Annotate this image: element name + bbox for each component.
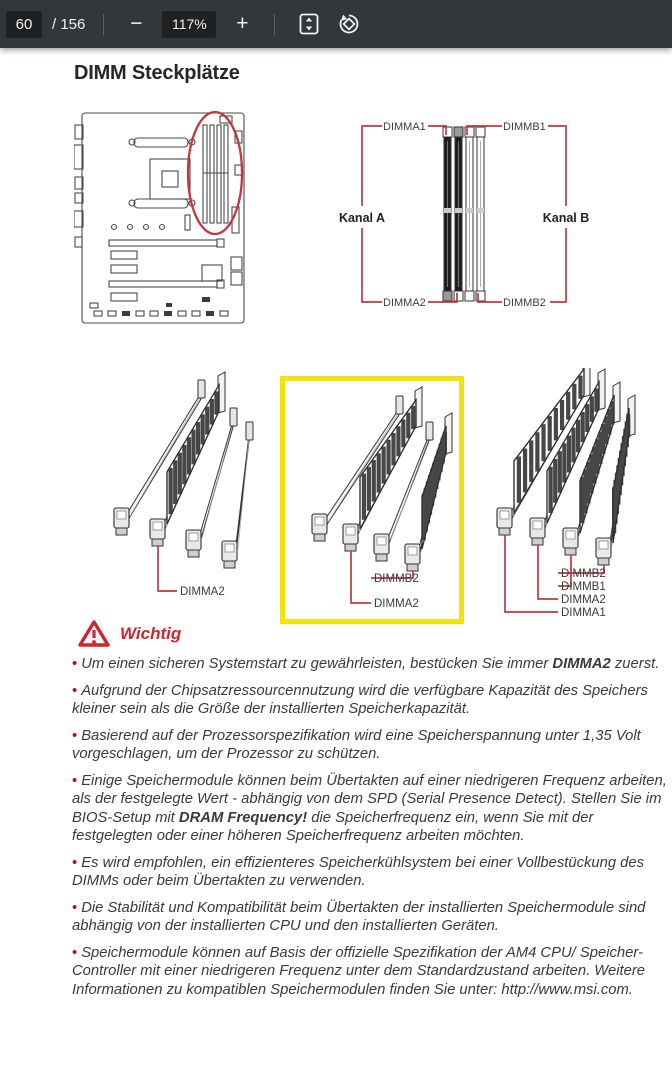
warning-bullets xyxy=(72,655,672,1007)
svg-text:DIMMA2: DIMMA2 xyxy=(374,598,419,610)
warning-bullet: • Aufgrund der Chipsatzressourcennutzung wird die verfügbare Kapazität des Speichers kleiner sein als die Größe der installierten Speicherkapazität. xyxy=(72,682,648,717)
warning-bullet: • Basierend auf der Prozessorspezifikation wird eine Speicherspannung unter 1,35 Volt vorgeschlagen, um der Prozessor zu schützen. xyxy=(72,727,641,762)
warning-triangle-icon xyxy=(77,618,111,649)
rotate-button[interactable] xyxy=(333,9,365,39)
page-title: DIMM Steckplätze xyxy=(74,62,240,84)
svg-text:DIMMA1: DIMMA1 xyxy=(561,607,606,619)
page-number-input[interactable] xyxy=(6,11,42,38)
pdf-page xyxy=(0,48,672,1084)
warning-header xyxy=(77,618,181,649)
bullet-dot: • xyxy=(72,656,78,672)
motherboard-figure xyxy=(74,107,252,329)
svg-text:DIMMA2: DIMMA2 xyxy=(561,594,606,606)
bullet-dot: • xyxy=(72,854,78,871)
rotate-icon xyxy=(335,11,363,37)
svg-text:DIMMA2: DIMMA2 xyxy=(180,586,225,598)
bullet-dot: • xyxy=(72,682,78,699)
zoom-out-button[interactable]: − xyxy=(122,10,150,38)
channel-diagram-figure xyxy=(333,107,595,312)
svg-text:DIMMB1: DIMMB1 xyxy=(561,581,606,593)
bullet-dot: • xyxy=(72,727,78,744)
warning-bullet: • Einige Speichermodule können beim Übertakten auf einer niedrigeren Frequenz arbeiten, als der festgelegte Wert - abhängig von dem SPD (Serial Presence Detect). Stellen Sie im BIOS-Setup mit DRAM Frequency! die Speicherfrequenz ein, wenn Sie mit der festgelegten oder einer höheren Speicherfrequenz arbeiten möchten. xyxy=(72,772,667,844)
warning-bullet: • Speichermodule können auf Basis der offizielle Spezifikation der AM4 CPU/ Speicher-Controller mit einer niedrigeren Frequenz unter dem Standardzustand arbeiten. Weitere Informationen zu kompatiblen Speichermodulen finden Sie unter: http://www.msi.com. xyxy=(72,944,646,998)
svg-text:DIMMB2: DIMMB2 xyxy=(374,573,419,585)
pdf-toolbar xyxy=(0,0,672,48)
svg-text:DIMMA1: DIMMA1 xyxy=(383,121,426,133)
warning-bullet: • Um einen sicheren Systemstart zu gewährleisten, bestücken Sie immer DIMMA2 zuerst. xyxy=(72,656,660,672)
bullet-dot: • xyxy=(72,944,78,961)
population-figure-3 xyxy=(473,368,672,620)
fit-to-page-button[interactable] xyxy=(293,9,325,39)
page-count-label: / 156 xyxy=(52,15,86,33)
population-figure-1 xyxy=(70,370,275,610)
svg-text:DIMMA2: DIMMA2 xyxy=(383,297,426,309)
svg-text:DIMMB2: DIMMB2 xyxy=(503,297,546,309)
toolbar-divider xyxy=(103,14,104,35)
toolbar-divider xyxy=(274,14,275,35)
svg-text:Kanal B: Kanal B xyxy=(542,211,590,225)
bullet-dot: • xyxy=(72,899,78,916)
zoom-in-button[interactable]: + xyxy=(228,10,256,38)
warning-title: Wichtig xyxy=(120,623,182,643)
warning-bullet: • Es wird empfohlen, ein effizienteres Speicherkühlsystem bei einer Vollbestückung des DIMMs oder beim Übertakten zu verwenden. xyxy=(72,854,645,889)
population-figure-2 xyxy=(286,382,462,618)
svg-text:Kanal A: Kanal A xyxy=(338,211,386,225)
svg-text:DIMMB2: DIMMB2 xyxy=(561,568,606,580)
fit-to-page-icon xyxy=(296,11,322,37)
svg-text:DIMMB1: DIMMB1 xyxy=(503,121,546,133)
warning-bullet: • Die Stabilität und Kompatibilität beim Übertakten der installierten Speichermodule sind abhängig von der installierten CPU und den installierten Geräten. xyxy=(72,899,646,934)
bullet-dot: • xyxy=(72,772,78,789)
zoom-level-value[interactable]: 117% xyxy=(162,11,216,38)
